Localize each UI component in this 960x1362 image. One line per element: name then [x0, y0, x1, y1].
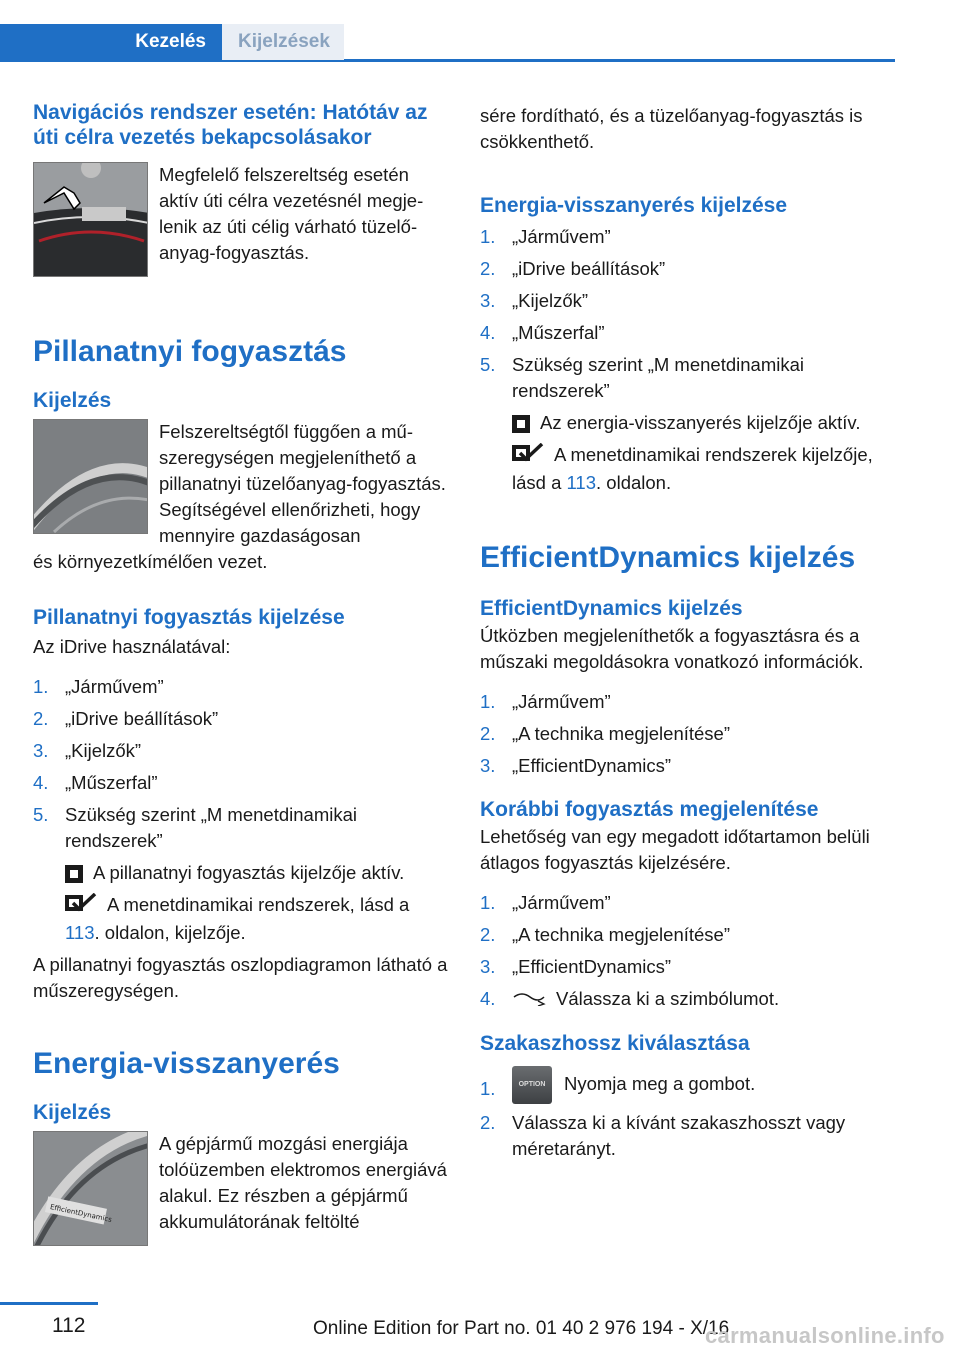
list-item: 2. „A technika megjelenítése” — [480, 722, 731, 744]
continued-text: sére fordítható, és a tüzelőanyag-fogyasztás is csökkenthető. — [480, 105, 863, 152]
option-button-icon: OPTION — [512, 1066, 552, 1104]
note-dynamics: A menetdinamikai rendszerek, lásd a 113. oldalon, kijelzője. — [65, 894, 410, 943]
ed-steps-list — [480, 689, 896, 779]
energy-display-heading: Energia-visszanyerés kijelzése — [480, 194, 788, 217]
tab-kijelzesek[interactable]: Kijelzések — [222, 24, 344, 60]
consumption-gauge-image — [33, 419, 148, 534]
list-item: 3. „Kijelzők” — [33, 740, 142, 761]
prev-heading: Korábbi fogyasztás megjelenítése — [480, 797, 819, 821]
kijelzes2-figure-block — [33, 1101, 449, 1235]
section-pillanatnyi-title: Pillanatnyi fogyasztás — [33, 335, 347, 368]
watermark: carmanualsonline.info — [705, 1323, 945, 1348]
list-item: 1. „Járművem” — [480, 891, 611, 913]
right-steps-list — [480, 224, 896, 404]
note-active: A pillanatnyi fogyasztás kijelzője aktív. — [33, 860, 449, 886]
display-heading: Pillanatnyi fogyasztás kijelzése — [33, 606, 345, 629]
page-link-113[interactable]: 113 — [566, 471, 597, 493]
seg-heading: Szakaszhossz kiválasztása — [480, 1031, 750, 1055]
list-item: 3. „Kijelzők” — [480, 290, 589, 311]
ed-text: Útközben megjeleníthetők a fogyasztásra és a műszaki megoldásokra vonatkozó információk. — [480, 624, 864, 672]
list-item: 4. „Műszerfal” — [480, 322, 605, 343]
list-item: 1. „Járművem” — [33, 676, 164, 697]
section-efficientdynamics-title: EfficientDynamics kijelzés — [480, 540, 856, 574]
gauge-graphic — [34, 163, 148, 277]
left-steps-list — [33, 674, 449, 854]
kijelzes2-heading: Kijelzés — [33, 1100, 112, 1124]
checkbox-icon — [512, 415, 530, 433]
chapter-tabbar — [0, 24, 895, 62]
checkbox-icon — [65, 865, 83, 883]
list-item: 3. „EfficientDynamics” — [480, 754, 672, 776]
ed-label: EfficientDynamics — [49, 1202, 113, 1224]
list-item: 4. „Műszerfal” — [33, 772, 158, 793]
list-item: 1. OPTION Nyomja meg a gombot. — [480, 1066, 896, 1104]
footer-rule — [0, 1302, 98, 1305]
page-number: 112 — [52, 1314, 86, 1337]
kijelzes-after-text: és környezetkímélően vezet. — [33, 551, 268, 572]
history-symbol-icon — [512, 987, 546, 1013]
seg-steps-list — [480, 1066, 896, 1162]
list-item: 2. „iDrive beállítások” — [33, 708, 219, 729]
range-gauge-image — [33, 162, 148, 277]
prev-text: Lehetőség van egy megadott időtartamon belüli átlagos fogyasztás kijelzésére. — [480, 825, 870, 873]
left-column — [33, 100, 449, 1235]
list-item: 1. „Járművem” — [480, 226, 611, 247]
display-intro: Az iDrive használatával: — [33, 636, 231, 657]
list-item: 2. „A technika megjelenítése” — [480, 923, 731, 945]
gauge-graphic-3 — [34, 1132, 148, 1246]
bar-chart-text: A pillanatnyi fogyasztás oszlopdiagramon látható a műszeregységen. — [33, 953, 448, 1001]
list-item: 1. „Járművem” — [480, 690, 611, 712]
edition-text: Online Edition for Part no. 01 40 2 976 194 - X/16 — [313, 1318, 730, 1339]
prev-steps-list — [480, 890, 896, 1013]
tab-kezeles[interactable]: Kezelés — [0, 24, 222, 60]
right-column — [480, 100, 896, 1168]
nav-heading: Navigációs rendszer esetén: Hatótáv az úti célra vezetés bekapcsolásakor — [33, 101, 428, 149]
page-link-113[interactable]: 113 — [65, 921, 95, 943]
ed-heading: EfficientDynamics kijelzés — [480, 596, 743, 620]
kijelzes-figure-block — [33, 389, 449, 549]
note-energy-dynamics: A menetdinamikai rendszerek kijelzője, lásd a 113. oldalon. — [512, 444, 873, 493]
section-energia-title: Energia-visszanyerés — [33, 1046, 340, 1080]
efficientdynamics-gauge-image — [33, 1131, 148, 1246]
list-item: 4. Válassza ki a szimbólumot. — [480, 986, 896, 1013]
nav-figure-block — [33, 162, 449, 292]
checkmark-icon — [512, 443, 544, 470]
checkmark-icon — [65, 893, 97, 920]
gauge-graphic-2 — [34, 420, 148, 534]
note-energy-active: Az energia-visszanyerés kijelzője aktív. — [480, 410, 896, 436]
nav-text: Megfelelő felszereltség esetén aktív úti célra vezetésnél megjelenik az úti célig várható tüzelőanyag-fogyasztás. — [159, 164, 424, 263]
kijelzes2-text: A gépjármű mozgási energiája tolóüzemben elektromos energiává alakul. Ez részben a gépjármű akkumulátorának feltölté — [159, 1132, 447, 1232]
list-item: 3. „EfficientDynamics” — [480, 955, 672, 977]
kijelzes-text: Felszereltségtől függően a műszeregységen megjeleníthető a pillanatnyi tüzelőanyag-fogyasztás. Segítségével ellenőrizheti, hogy mennyire gazdaságosan — [159, 421, 446, 546]
list-item: 5. Szükség szerint „M menetdinamikai rendszerek” — [480, 354, 804, 401]
list-item: 2. „iDrive beállítások” — [480, 258, 666, 279]
kijelzes-heading: Kijelzés — [33, 389, 112, 412]
list-item: 2. Válassza ki a kívánt szakaszhosszt vagy méretarányt. — [480, 1111, 846, 1159]
list-item: 5. Szükség szerint „M menetdinamikai rendszerek” — [33, 804, 357, 851]
